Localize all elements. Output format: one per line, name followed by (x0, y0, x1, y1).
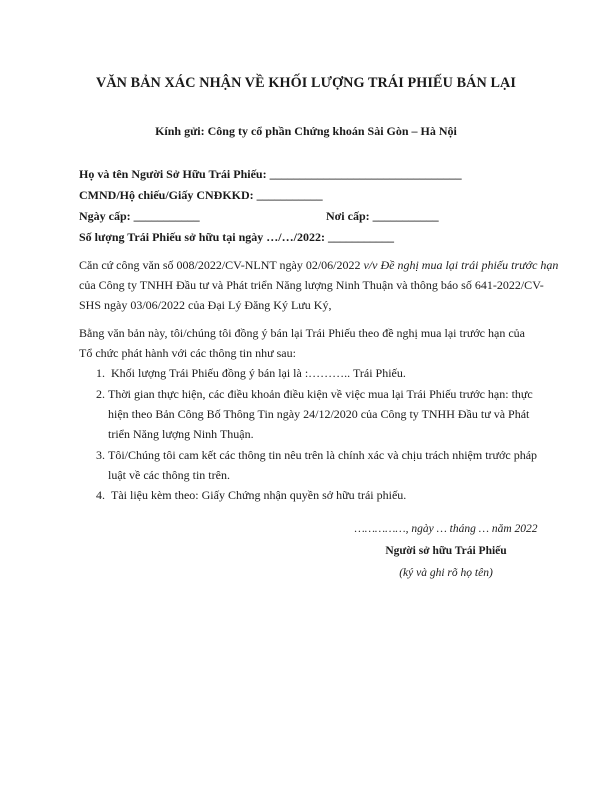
holder-name-field: Họ và tên Người Sở Hữu Trái Phiếu: ________________________________ (79, 167, 462, 181)
basis-text: Căn cứ công văn số 008/2022/CV-NLNT ngày 02/06/2022 (79, 258, 364, 272)
list-item-text: Tôi/Chúng tôi cam kết các thông tin nêu trên là chính xác và chịu trách nhiệm trước pháp (108, 448, 538, 462)
document-title: VĂN BẢN XÁC NHẬN VỀ KHỐI LƯỢNG TRÁI PHIẾU BÁN LẠI (95, 75, 517, 91)
basis-line-2: của Công ty TNHH Đầu tư và Phát triển Năng lượng Ninh Thuận và thông báo số 641-2022/CV- (79, 278, 544, 292)
signer-title: Người sở hữu Trái Phiếu (385, 545, 507, 557)
list-item-number: 1. (96, 366, 105, 380)
list-item-continuation: luật về các thông tin trên. (108, 468, 230, 482)
list-item-number: 3. (96, 448, 105, 462)
signature-date: ……………, ngày … tháng … năm 2022 (354, 523, 538, 535)
bond-quantity-field: Số lượng Trái Phiếu sở hữu tại ngày …/…/2022: ___________ (79, 230, 394, 244)
list-item-text: Khối lượng Trái Phiếu đồng ý bán lại là :……….. Trái Phiếu. (111, 366, 406, 380)
list-item-number: 2. (96, 387, 105, 401)
list-item-text: Thời gian thực hiện, các điều khoản điều kiện về việc mua lại Trái Phiếu trước hạn: thực (108, 387, 533, 401)
confirmation-line-1: Bằng văn bản này, tôi/chúng tôi đồng ý bán lại Trái Phiếu theo đề nghị mua lại trước hạn của (79, 326, 525, 340)
list-item-number: 4. (96, 488, 105, 502)
basis-line-1 (79, 255, 558, 275)
list-item-text: Tài liệu kèm theo: Giấy Chứng nhận quyền sở hữu trái phiếu. (111, 488, 407, 502)
basis-subject: v/v Đề nghị mua lại trái phiếu trước hạn (363, 258, 559, 272)
list-item-continuation: triển Năng lượng Ninh Thuận. (108, 427, 254, 441)
confirmation-line-2: Tổ chức phát hành với các thông tin như sau: (79, 346, 296, 360)
id-number-field: CMND/Hộ chiếu/Giấy CNĐKKD: ___________ (79, 188, 323, 202)
recipient-line: Kính gửi: Công ty cổ phần Chứng khoán Sài Gòn – Hà Nội (155, 124, 457, 138)
signature-instruction: (ký và ghi rõ họ tên) (399, 567, 493, 579)
issue-date-field: Ngày cấp: ___________ (79, 209, 200, 223)
list-item-continuation: hiện theo Bản Công Bố Thông Tin ngày 24/12/2020 của Công ty TNHH Đầu tư và Phát (108, 407, 530, 421)
issue-place-field: Nơi cấp: ___________ (326, 209, 439, 223)
basis-line-3: SHS ngày 03/06/2022 của Đại Lý Đăng Ký Lưu Ký, (79, 298, 332, 312)
